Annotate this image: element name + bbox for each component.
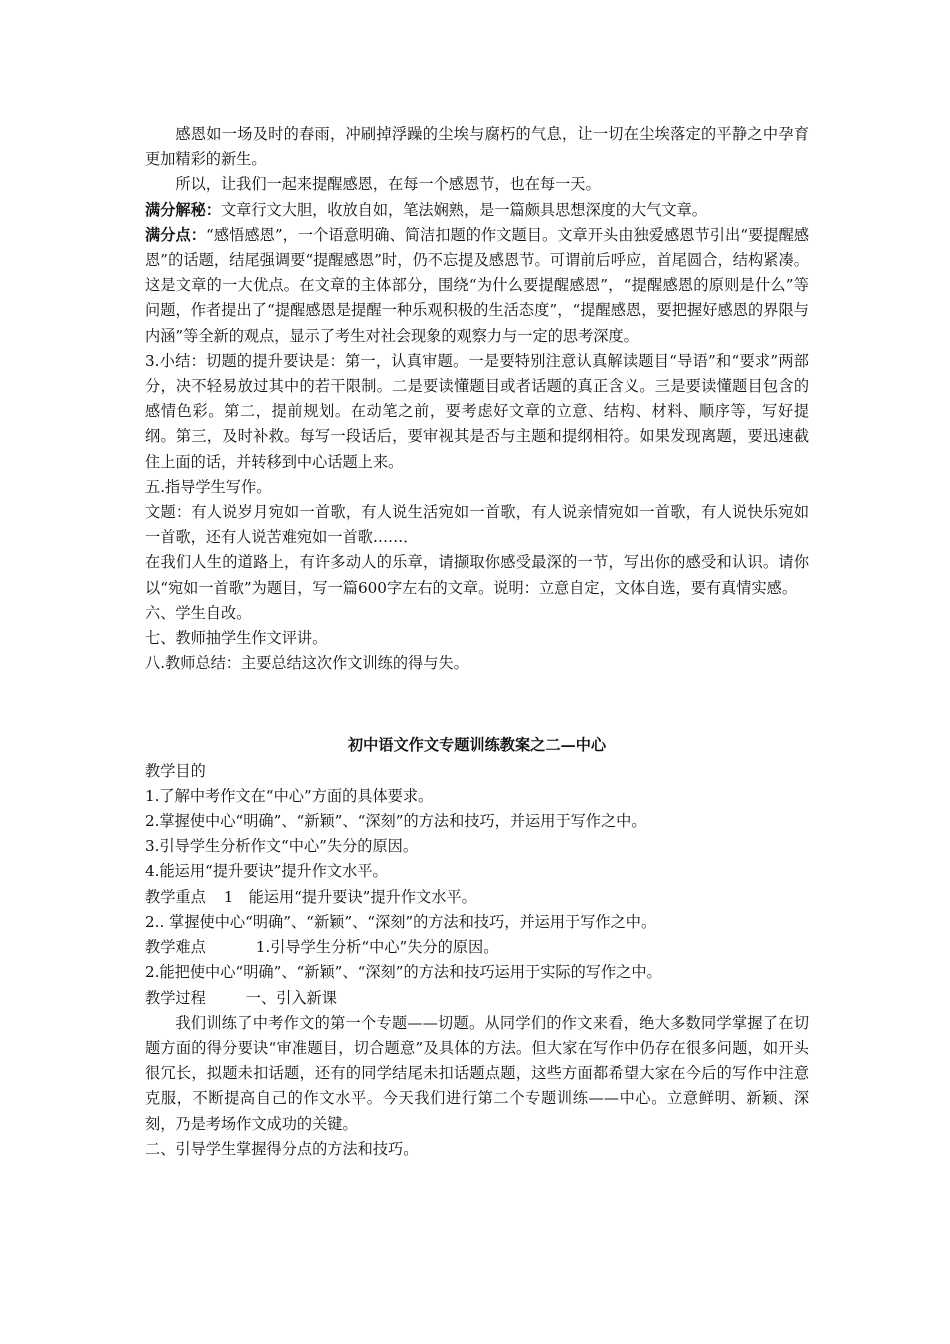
paragraph-summary: 3.小结：切题的提升要诀是：第一，认真审题。一是要特别注意认真解读题目“导语”和“要求”两部分，决不轻易放过其中的若干限制。二是要读懂题目或者话题的真正含义。三是要读懂题目包含的感情色彩。第二，提前规划。在动笔之前，要考虑好文章的立意、结构、材料、顺序等，写好提纲。第三，及时补救。每写一段话后，要审视其是否与主题和提纲相符。如果发现离题，要迅速截住上面的话，并转移到中心话题上来。 [145,351,809,471]
goals-heading: 教学目的 [145,761,206,780]
step-2: 二、引导学生掌握得分点的方法和技巧。 [145,1139,419,1158]
difficulty-1 [145,935,809,960]
process-step-1: 一、引入新课 [245,988,337,1007]
secret-text: 文章行文大胆，收放自如，笔法娴熟，是一篇颇具思想深度的大气文章。 [220,200,707,219]
difficulty-2: 2.能把使中心“明确”、“新颖”、“深刻”的方法和技巧运用于实际的写作之中。 [145,963,662,982]
process-line [145,986,809,1011]
key-point-2: 2.. 掌握使中心“明确”、“新颖”、“深刻”的方法和技巧，并运用于写作之中。 [145,912,657,931]
writing-topic: 文题：有人说岁月宛如一首歌，有人说生活宛如一首歌，有人说亲情宛如一首歌，有人说快乐宛如一首歌，还有人说苦难宛如一首歌……． [145,503,809,547]
step-6: 六、学生自改。 [145,603,252,622]
paragraph-points [145,223,809,349]
section-title: 初中语文作文专题训练教案之二—中心 [347,736,607,755]
paragraph-gratitude-rain: 感恩如一场及时的春雨，冲刷掉浮躁的尘埃与腐朽的气息，让一切在尘埃落定的平静之中孕育更加精彩的新生。 [145,125,809,169]
goal-2: 2.掌握使中心“明确”、“新颖”、“深刻”的方法和技巧，并运用于写作之中。 [145,812,647,831]
step-7: 七、教师抽学生作文评讲。 [145,629,328,648]
points-text: “感悟感恩”，一个语意明确、简洁扣题的作文题目。文章开头由独爱感恩节引出“要提醒感恩”的话题，结尾强调要“提醒感恩”时，仍不忘提及感恩节。可谓前后呼应，首尾圆合，结构紧凑。这是文章的一大优点。在文章的主体部分，围绕“为什么要提醒感恩”，“提醒感恩的原则是什么”等问题，作者提出了“提醒感恩是提醒一种乐观积极的生活态度”，“提醒感恩，要把握好感恩的界限与内涵”等全新的观点，显示了考生对社会现象的观察力与一定的思考深度。 [145,225,810,345]
step-5: 五.指导学生写作。 [145,477,272,496]
goal-3: 3.引导学生分析作文“中心”失分的原因。 [145,837,419,856]
goal-1: 1.了解中考作文在“中心”方面的具体要求。 [145,786,434,805]
key-point-1 [145,885,809,910]
intro-paragraph: 我们训练了中考作文的第一个专题——切题。从同学们的作文来看，绝大多数同学掌握了在切题方面的得分要诀“审准题目，切合题意”及具体的方法。但大家在写作中仍存在很多问题，如开头很冗长，拟题未扣话题，还有的同学结尾未扣话题点题，这些方面都希望大家在今后的写作中注意克服，不断提高自己的作文水平。今天我们进行第二个专题训练——中心。立意鲜明、新颖、深刻，乃是考场作文成功的关键。 [145,1013,809,1133]
key-1-text: 1 能运用“提升要诀”提升作文水平。 [223,887,477,906]
paragraph-remind-gratitude: 所以，让我们一起来提醒感恩，在每一个感恩节，也在每一天。 [175,175,601,194]
process-label: 教学过程 [145,988,206,1007]
points-label: 满分点： [145,225,207,244]
goal-4: 4.能运用“提升要诀”提升作文水平。 [145,862,388,881]
step-8: 八.教师总结：主要总结这次作文训练的得与失。 [145,654,469,673]
writing-requirement: 在我们人生的道路上，有许多动人的乐章，请撷取你感受最深的一节，写出你的感受和认识。请你以“宛如一首歌”为题目，写一篇600字左右的文章。说明：立意自定，文体自选，要有真情实感。 [145,553,809,597]
paragraph-secret [145,198,809,223]
difficulty-1-text: 1.引导学生分析“中心”失分的原因。 [255,938,499,957]
difficulty-label: 教学难点 [145,938,206,957]
document-page [145,122,809,1162]
key-label: 教学重点 [145,887,206,906]
secret-label: 满分解秘： [145,200,221,219]
